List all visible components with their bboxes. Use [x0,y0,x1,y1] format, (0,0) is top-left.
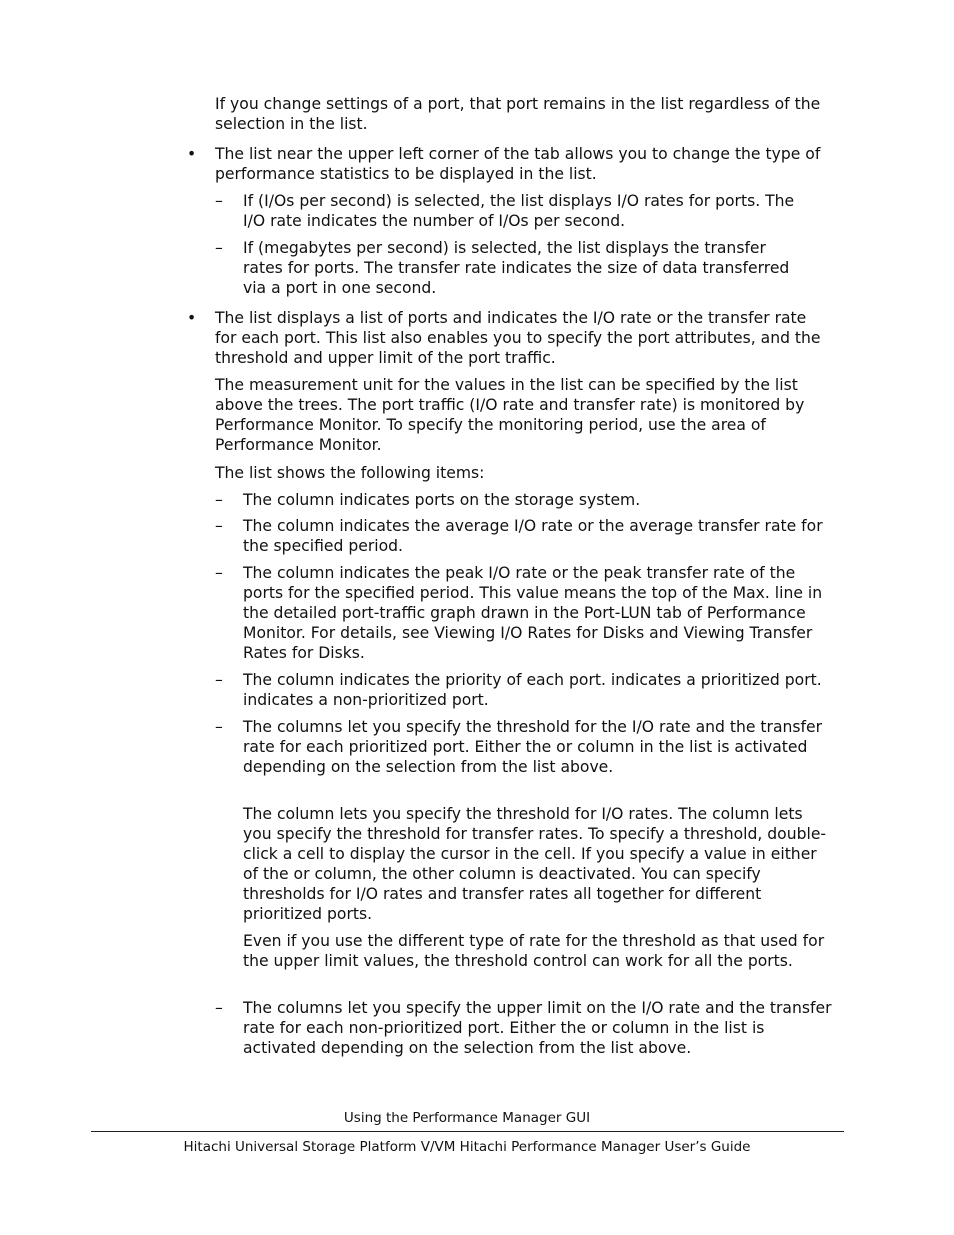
paragraph-threshold-detail: The column lets you specify the threshold for I/O rates. The column lets you specify the threshold for transfer rates. To specify a threshold, double-click a cell to display the cursor in the cell. If you specify a value in either of the or column, the other column is deactivated. You can specify thresholds for I/O rates and transfer rates all together for different prioritized ports. [243,805,827,923]
dash-marker: – [215,671,223,689]
dash-marker: – [215,517,223,535]
sub-item-iops: If (I/Os per second) is selected, the list displays I/O rates for ports. The I/O rate indicates the number of I/Os per second. [243,192,795,230]
paragraph-port-settings: If you change settings of a port, that port remains in the list regardless of the selection in the list. [215,95,821,133]
sub-item-mbps: If (megabytes per second) is selected, the list displays the transfer rates for ports. The transfer rate indicates the size of data transferred via a port in one second. [243,239,790,297]
footer-section-title: Using the Performance Manager GUI [343,1110,591,1126]
dash-marker: – [215,239,223,257]
footer-guide-title: Hitachi Universal Storage Platform V/VM Hitachi Performance Manager User’s Guide [183,1139,751,1155]
bullet-list-type: The list near the upper left corner of the tab allows you to change the type of performance statistics to be displayed in the list. [215,145,821,183]
dash-marker: – [215,718,223,736]
item-threshold-columns: The columns let you specify the threshold for the I/O rate and the transfer rate for each prioritized port. Either the or column in the list is activated depending on the selection from the list above. [243,718,823,776]
footer-divider [91,1131,844,1132]
item-port-column: The column indicates ports on the storage system. [243,491,641,509]
paragraph-threshold-control: Even if you use the different type of rate for the threshold as that used for the upper limit values, the threshold control can work for all the ports. [243,932,825,970]
item-attribute-column: The column indicates the priority of each port. indicates a prioritized port. indicates a non-prioritized port. [243,671,822,709]
bullet-marker: • [187,309,197,327]
paragraph-measurement-unit: The measurement unit for the values in the list can be specified by the list above the trees. The port traffic (I/O rate and transfer rate) is monitored by Performance Monitor. To specify the monitoring period, use the area of Performance Monitor. [215,376,805,454]
item-peak-column: The column indicates the peak I/O rate or the peak transfer rate of the ports for the specified period. This value means the top of the Max. line in the detailed port-traffic graph drawn in the Port-LUN tab of Performance Monitor. For details, see Viewing I/O Rates for Disks and Viewing Transfer Rates for Disks. [243,564,823,662]
bullet-port-list: The list displays a list of ports and indicates the I/O rate or the transfer rate for each port. This list also enables you to specify the port attributes, and the threshold and upper limit of the port traffic. [215,309,821,367]
item-average-column: The column indicates the average I/O rate or the average transfer rate for the specified period. [243,517,823,555]
paragraph-list-items: The list shows the following items: [215,464,485,482]
dash-marker: – [215,192,223,210]
dash-marker: – [215,491,223,509]
dash-marker: – [215,564,223,582]
bullet-marker: • [187,145,197,163]
dash-marker: – [215,999,223,1017]
item-upper-limit-columns: The columns let you specify the upper limit on the I/O rate and the transfer rate for each non-prioritized port. Either the or column in the list is activated depending on the selection from the list above. [243,999,832,1057]
